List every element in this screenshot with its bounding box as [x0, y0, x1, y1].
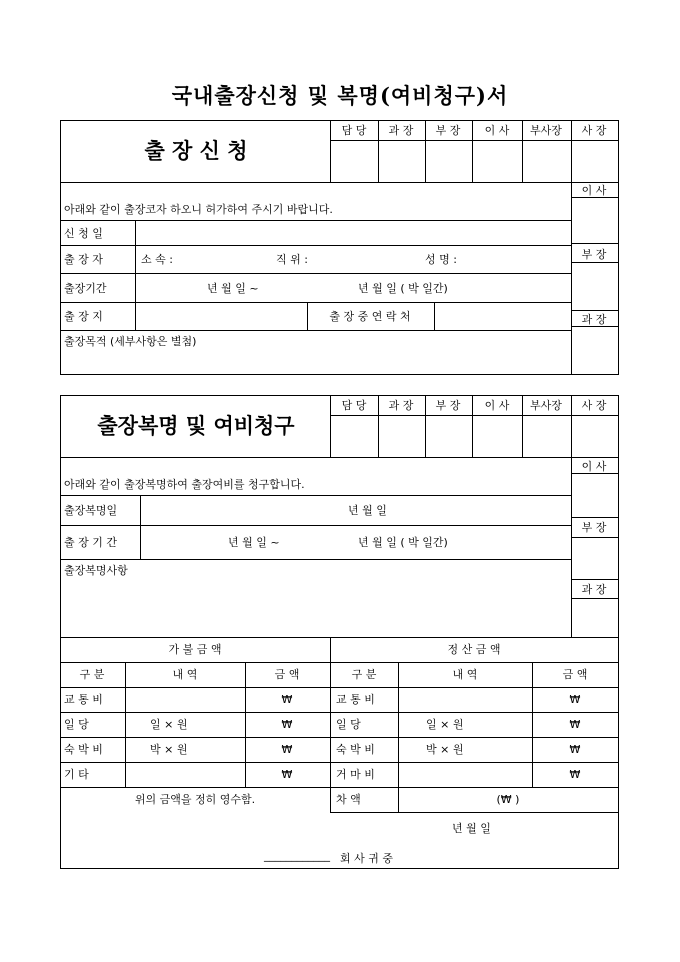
affiliation-field[interactable]: 소 속 : [141, 253, 173, 266]
settlement-table-title: 정 산 금 액 [447, 643, 501, 656]
document-title: 국내출장신청 및 복명(여비청구)서 [171, 83, 509, 108]
place-label: 출 장 지 [64, 310, 103, 323]
approval-header-vice-president: 부사장 [530, 399, 562, 412]
settlement-row-label: 숙 박 비 [336, 743, 375, 756]
settlement-header-detail: 내 역 [452, 668, 478, 681]
apply-date-label: 신 청 일 [64, 227, 103, 240]
settlement-row-amount[interactable]: ₩ [569, 743, 581, 756]
approval-header-manager: 담 당 [341, 124, 367, 137]
settlement-row-amount[interactable]: ₩ [569, 768, 581, 781]
settlement-row-label: 교 통 비 [336, 693, 375, 706]
report-date-line[interactable]: 년 월 일 [452, 822, 491, 835]
approval-header-department-head: 부 장 [435, 399, 461, 412]
settlement-header-amount: 금 액 [562, 668, 588, 681]
balance-label: 차 액 [336, 793, 361, 806]
signature-blank[interactable]: ____________ [264, 849, 330, 862]
approval-header-department-head: 부 장 [435, 124, 461, 137]
contact-label: 출 장 중 연 락 처 [329, 310, 411, 323]
purpose-label: 출장목적 (세부사항은 별첨) [64, 335, 197, 348]
approval-header-section-chief: 과 장 [388, 124, 414, 137]
settlement-header-category: 구 분 [351, 668, 377, 681]
side-approval-director: 이 사 [581, 460, 607, 473]
position-field[interactable]: 직 위 : [276, 253, 308, 266]
balance-field[interactable]: (₩ ) [496, 793, 520, 806]
approval-header-manager: 담 당 [341, 399, 367, 412]
traveler-label: 출 장 자 [64, 253, 103, 266]
side-approval-director: 이 사 [581, 184, 607, 197]
approval-header-president: 사 장 [581, 124, 607, 137]
report-items-label: 출장복명사항 [64, 564, 128, 577]
settlement-row-detail[interactable]: 일 × 원 [426, 718, 464, 731]
advance-header-detail: 내 역 [172, 668, 198, 681]
period-label: 출장기간 [64, 282, 107, 295]
side-approval-department-head: 부 장 [581, 248, 607, 261]
report-date-field[interactable]: 년 월 일 [348, 504, 387, 517]
advance-row-label: 일 당 [64, 718, 89, 731]
report-heading: 출장복명 및 여비청구 [97, 413, 295, 438]
advance-header-category: 구 분 [79, 668, 105, 681]
advance-row-label: 기 타 [64, 768, 89, 781]
advance-row-label: 숙 박 비 [64, 743, 103, 756]
approval-header-section-chief: 과 장 [388, 399, 414, 412]
approval-header-vice-president: 부사장 [530, 124, 562, 137]
receipt-statement: 위의 금액을 정히 영수함. [134, 793, 256, 806]
report-date-label: 출장복명일 [64, 504, 118, 517]
advance-row-amount[interactable]: ₩ [281, 743, 293, 756]
settlement-row-label: 거 마 비 [336, 768, 375, 781]
settlement-row-label: 일 당 [336, 718, 361, 731]
application-heading: 출 장 신 청 [144, 138, 248, 163]
side-approval-department-head: 부 장 [581, 521, 607, 534]
advance-row-amount[interactable]: ₩ [281, 693, 293, 706]
advance-row-label: 교 통 비 [64, 693, 103, 706]
period-from-field[interactable]: 년 월 일 ~ [207, 282, 259, 295]
approval-header-president: 사 장 [581, 399, 607, 412]
period-to-field[interactable]: 년 월 일 ( 박 일간) [358, 282, 448, 295]
name-field[interactable]: 성 명 : [425, 253, 457, 266]
advance-row-detail[interactable]: 박 × 원 [150, 743, 188, 756]
report-notice: 아래와 같이 출장복명하여 출장여비를 청구합니다. [64, 478, 305, 491]
settlement-row-detail[interactable]: 박 × 원 [426, 743, 464, 756]
approval-header-director: 이 사 [484, 399, 510, 412]
advance-row-amount[interactable]: ₩ [281, 768, 293, 781]
application-notice: 아래와 같이 출장코자 하오니 허가하여 주시기 바랍니다. [64, 203, 333, 216]
advance-row-detail[interactable]: 일 × 원 [150, 718, 188, 731]
settlement-row-amount[interactable]: ₩ [569, 693, 581, 706]
advance-table-title: 가 불 금 액 [168, 643, 222, 656]
side-approval-section-chief: 과 장 [581, 583, 607, 596]
report-period-to-field[interactable]: 년 월 일 ( 박 일간) [358, 536, 448, 549]
advance-row-amount[interactable]: ₩ [281, 718, 293, 731]
advance-header-amount: 금 액 [274, 668, 300, 681]
report-period-from-field[interactable]: 년 월 일 ~ [228, 536, 280, 549]
side-approval-section-chief: 과 장 [581, 313, 607, 326]
approval-header-director: 이 사 [484, 124, 510, 137]
settlement-row-amount[interactable]: ₩ [569, 718, 581, 731]
addressee: 회 사 귀 중 [340, 852, 393, 865]
report-period-label: 출 장 기 간 [64, 536, 117, 549]
